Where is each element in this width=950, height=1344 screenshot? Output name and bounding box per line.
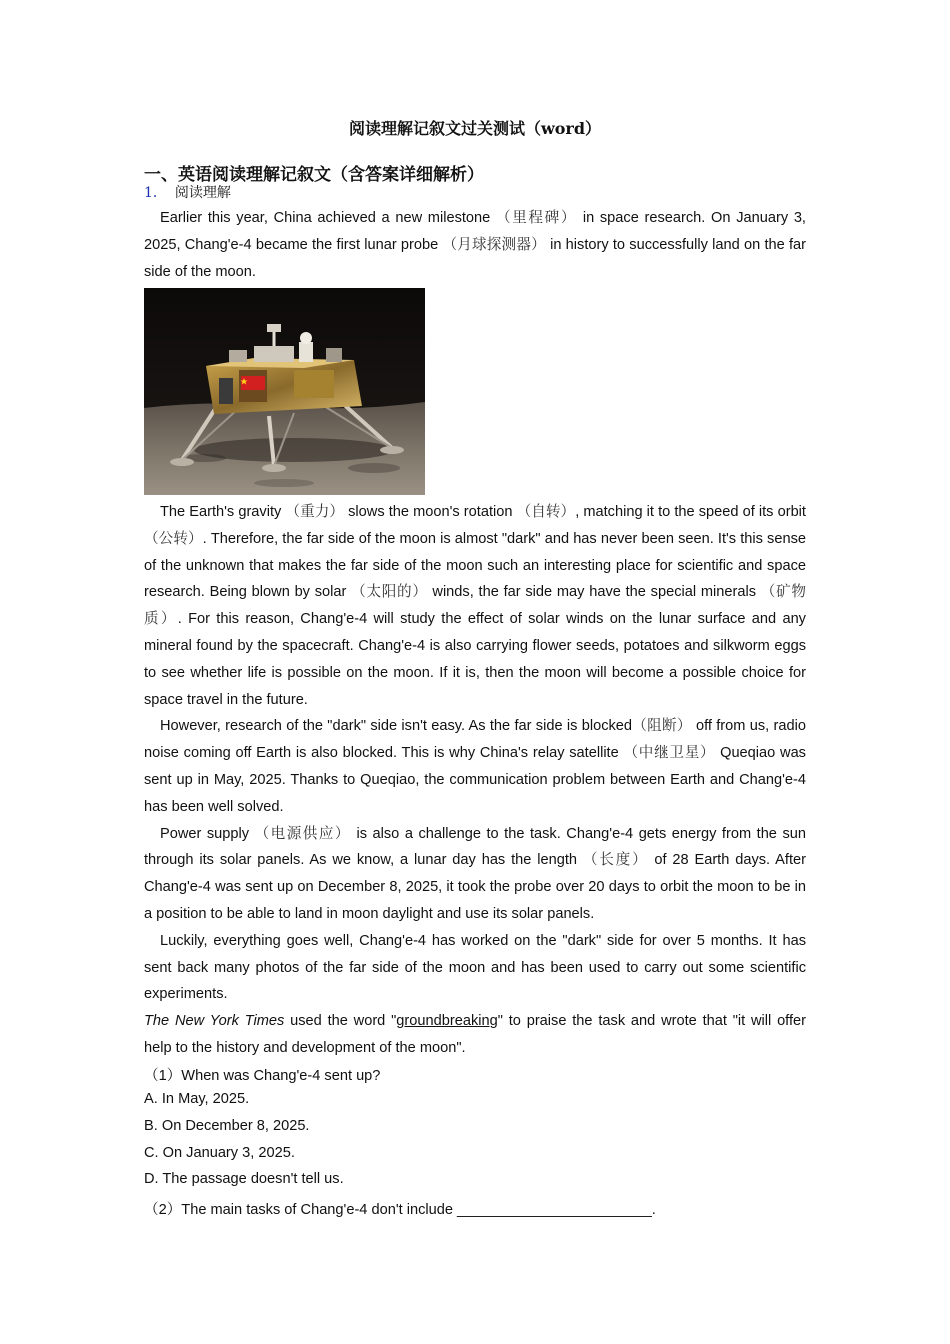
passage-body <box>144 499 806 1062</box>
question-type: 阅读理解 <box>174 185 231 201</box>
question-1: （1）When was Chang'e-4 sent up? <box>144 1068 381 1084</box>
page-title: 阅读理解记叙文过关测试（word） <box>348 119 602 138</box>
passage-intro <box>144 205 806 285</box>
q1-option-b: B. On December 8, 2025. <box>144 1118 310 1134</box>
section-heading: 一、英语阅读理解记叙文（含答案详细解析） <box>144 165 484 185</box>
lunar-lander-photo <box>144 288 425 495</box>
q1-option-a: A. In May, 2025. <box>144 1091 250 1107</box>
paragraph-3: However, research of the "dark" side isn't easy. As the far side is blocked（阻断） off from us, radio noise coming off Earth is also blocked. This is why China's relay satellite （中继卫星） Queqiao was sent up in May, 2025. Thanks to Queqiao, the communication problem between Earth and Chang'e-4 has been well solved. <box>144 717 806 815</box>
q1-option-c: C. On January 3, 2025. <box>144 1145 295 1161</box>
paragraph-2: The Earth's gravity （重力） slows the moon's rotation （自转）, matching it to the speed of its orbit （公转）. Therefore, the far side of the moon is almost "dark" and has never been seen. It's this sense of the unknown that makes the far side of the moon such an interesting place for scientific and space research. Being blown by solar （太阳的） winds, the far side may have the special minerals （矿物质）. For this reason, Chang'e-4 will study the effect of solar winds on the lunar surface and any mineral found by the spacecraft. Chang'e-4 is also carrying flower seeds, potatoes and silkworm eggs to see whether life is possible on the moon. If it is, then the moon will become a possible choice for space travel in the future. <box>144 503 806 708</box>
paragraph-4: Power supply （电源供应） is also a challenge to the task. Chang'e-4 gets energy from the sun through its solar panels. As we know, a lunar day has the length （长度） of 28 Earth days. After Chang'e-4 was sent up on December 8, 2025, it took the probe over 20 days to orbit the moon to be in a position to be able to land in moon daylight and use its solar panels. <box>144 824 806 922</box>
question-2: （2）The main tasks of Chang'e-4 don't include ________________________. <box>144 1202 656 1218</box>
q1-option-d: D. The passage doesn't tell us. <box>144 1171 344 1187</box>
question-header <box>144 182 231 202</box>
question-number: 1． <box>144 185 167 201</box>
paragraph-5: Luckily, everything goes well, Chang'e-4 has worked on the "dark" side for over 5 months. It has sent back many photos of the far side of the moon and has been used to carry out some scientific experiments. <box>144 932 806 1003</box>
paragraph-1: Earlier this year, China achieved a new milestone （里程碑） in space research. On January 3, 2025, Chang'e-4 became the first lunar probe （月球探测器） in history to successfully land on the far side of the moon. <box>144 209 806 280</box>
paragraph-6: The New York Times used the word "groundbreaking" to praise the task and wrote that "it will offer help to the history and development of the moon". <box>144 1013 807 1056</box>
underlined-word: groundbreaking <box>396 1013 498 1030</box>
